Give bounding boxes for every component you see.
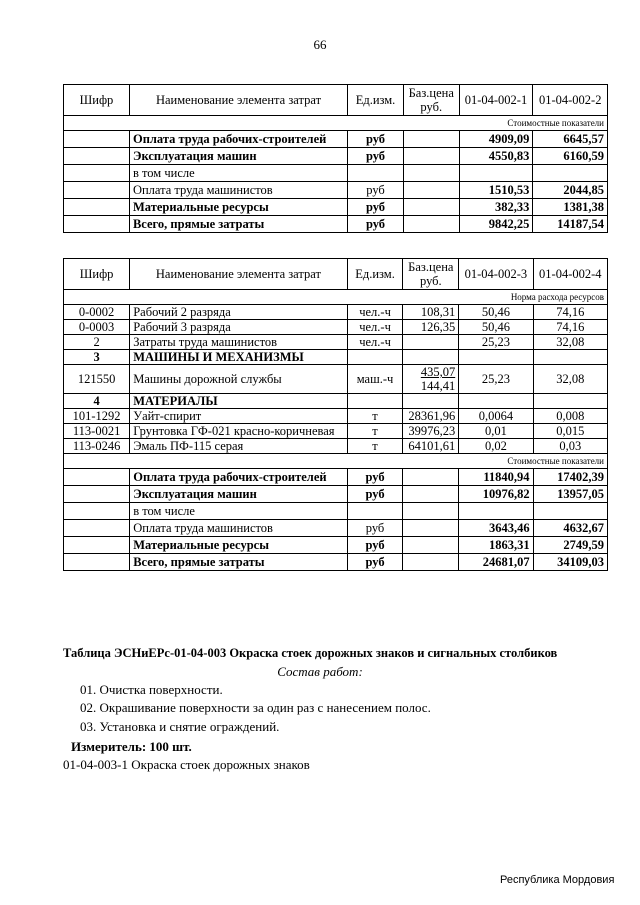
- cell-price: [403, 520, 459, 537]
- cell-name: Оплата труда рабочих-строителей: [130, 469, 347, 486]
- cell-value-1: 1510,53: [459, 182, 533, 199]
- cell-name: МАТЕРИАЛЫ: [130, 394, 347, 409]
- col-header-norm-2: 01-04-002-2: [533, 85, 608, 116]
- cell-value-2: 0,008: [533, 409, 607, 424]
- cost-row: [64, 469, 608, 486]
- norm-code-line: 01-04-003-1 Окраска стоек дорожных знаков: [63, 757, 310, 772]
- cell-value-2: 32,08: [533, 335, 607, 350]
- section-title: Таблица ЭСНиЕРс-01-04-003 Окраска стоек дорожных знаков и сигнальных столбиков: [63, 646, 558, 660]
- cell-name: Оплата труда рабочих-строителей: [129, 131, 347, 148]
- cell-unit: руб: [348, 131, 404, 148]
- cell-value-1: 24681,07: [459, 554, 533, 571]
- cell-value-2: 2044,85: [533, 182, 608, 199]
- section-label-row: [64, 116, 608, 131]
- work-item: 01. Очистка поверхности.: [80, 682, 223, 697]
- resource-row: [64, 320, 608, 335]
- cost-row: [64, 486, 608, 503]
- cell-code: [64, 216, 130, 233]
- cell-value-1: 50,46: [459, 305, 533, 320]
- costs-body: [64, 469, 608, 571]
- cell-value-2: 6160,59: [533, 148, 608, 165]
- cell-unit: руб: [348, 148, 404, 165]
- cell-value-2: 0,015: [533, 424, 607, 439]
- cell-code: 0-0002: [64, 305, 130, 320]
- work-item: 02. Окрашивание поверхности за один раз с нанесением полос.: [80, 700, 431, 715]
- col-header-name: Наименование элемента затрат: [129, 85, 347, 116]
- cell-value-1: 0,0064: [459, 409, 533, 424]
- cell-price: [403, 199, 459, 216]
- table-row: [64, 131, 608, 148]
- cell-unit: чел.-ч: [347, 320, 403, 335]
- cell-name: Всего, прямые затраты: [130, 554, 347, 571]
- cell-name: Оплата труда машинистов: [130, 520, 347, 537]
- col-header-norm-3: 01-04-002-3: [459, 259, 533, 290]
- cell-value-2: [533, 350, 607, 365]
- cell-value-2: 13957,05: [533, 486, 607, 503]
- cell-code: 113-0246: [64, 439, 130, 454]
- cell-value-1: 50,46: [459, 320, 533, 335]
- cell-name: Эмаль ПФ-115 серая: [130, 439, 347, 454]
- cell-value-1: [459, 503, 533, 520]
- cell-name: Материальные ресурсы: [129, 199, 347, 216]
- cell-code: [64, 182, 130, 199]
- cost-label-row: [64, 454, 608, 469]
- cell-value-2: 1381,38: [533, 199, 608, 216]
- cell-unit: чел.-ч: [347, 335, 403, 350]
- cell-price: [403, 335, 459, 350]
- cell-unit: т: [347, 409, 403, 424]
- cell-code: [64, 165, 130, 182]
- cell-price: [403, 148, 459, 165]
- price-main: 435,07: [420, 365, 456, 379]
- footer-region: Республика Мордовия: [500, 874, 615, 886]
- cell-code: 101-1292: [64, 409, 130, 424]
- cell-code: 4: [64, 394, 130, 409]
- cell-code: [64, 199, 130, 216]
- col-header-code: Шифр: [64, 259, 130, 290]
- cell-price: [403, 469, 459, 486]
- cell-unit: руб: [347, 554, 403, 571]
- col-header-norm-4: 01-04-002-4: [533, 259, 607, 290]
- cell-code: [64, 503, 130, 520]
- cost-table-002-1-2: [63, 84, 608, 233]
- cell-name: в том числе: [130, 503, 347, 520]
- cell-unit: т: [347, 439, 403, 454]
- table-row: [64, 182, 608, 199]
- resource-row: [64, 409, 608, 424]
- cost-row: [64, 554, 608, 571]
- col-header-price: Баз.цена руб.: [403, 85, 459, 116]
- norm-section-label: Норма расхода ресурсов: [64, 290, 608, 305]
- resource-row: [64, 350, 608, 365]
- cell-price: [403, 365, 459, 394]
- cell-value-1: [459, 394, 533, 409]
- cell-price: [403, 554, 459, 571]
- cell-value-1: 4550,83: [459, 148, 533, 165]
- cell-name: Затраты труда машинистов: [130, 335, 347, 350]
- cell-value-2: [533, 165, 608, 182]
- cell-value-1: 382,33: [459, 199, 533, 216]
- cell-price: 126,35: [403, 320, 459, 335]
- cell-unit: чел.-ч: [347, 305, 403, 320]
- resource-row: [64, 335, 608, 350]
- table-row: [64, 165, 608, 182]
- cell-code: [64, 148, 130, 165]
- cell-value-1: 4909,09: [459, 131, 533, 148]
- table-row: [64, 216, 608, 233]
- cell-unit: руб: [348, 182, 404, 199]
- cell-price: 39976,23: [403, 424, 459, 439]
- section-label: Стоимостные показатели: [64, 116, 608, 131]
- cell-price: 108,31: [403, 305, 459, 320]
- cell-unit: руб: [347, 520, 403, 537]
- page-number: 66: [313, 37, 327, 52]
- col-header-norm-1: 01-04-002-1: [459, 85, 533, 116]
- resources-body: [64, 305, 608, 454]
- cell-value-2: 6645,57: [533, 131, 608, 148]
- cell-name: Рабочий 2 разряда: [130, 305, 347, 320]
- resource-row: [64, 439, 608, 454]
- price-secondary: 144,41: [420, 379, 456, 393]
- table-header-row: [64, 85, 608, 116]
- cell-price: [403, 486, 459, 503]
- cell-name: МАШИНЫ И МЕХАНИЗМЫ: [130, 350, 347, 365]
- cell-value-2: 17402,39: [533, 469, 607, 486]
- table-row: [64, 199, 608, 216]
- col-header-code: Шифр: [64, 85, 130, 116]
- col-header-name: Наименование элемента затрат: [130, 259, 347, 290]
- cell-code: 113-0021: [64, 424, 130, 439]
- cell-code: [64, 131, 130, 148]
- cell-value-2: 74,16: [533, 305, 607, 320]
- col-header-unit: Ед.изм.: [347, 259, 403, 290]
- cell-code: [64, 486, 130, 503]
- cell-value-2: 4632,67: [533, 520, 607, 537]
- cell-name: Всего, прямые затраты: [129, 216, 347, 233]
- cell-name: Оплата труда машинистов: [129, 182, 347, 199]
- cell-value-1: [459, 350, 533, 365]
- cell-price: [403, 131, 459, 148]
- cell-unit: руб: [348, 199, 404, 216]
- cell-code: 2: [64, 335, 130, 350]
- cell-price: [403, 537, 459, 554]
- norm-label-row: [64, 290, 608, 305]
- cell-unit: руб: [347, 537, 403, 554]
- cell-value-1: 1863,31: [459, 537, 533, 554]
- table-body: [64, 131, 608, 233]
- resource-row: [64, 305, 608, 320]
- col-header-price: Баз.цена руб.: [403, 259, 459, 290]
- cell-price: [403, 182, 459, 199]
- cell-name: Машины дорожной службы: [130, 365, 347, 394]
- cell-price: [403, 350, 459, 365]
- cell-price: [403, 216, 459, 233]
- cell-value-2: [533, 394, 607, 409]
- cell-code: [64, 469, 130, 486]
- section-subtitle: Состав работ:: [277, 664, 363, 679]
- cost-row: [64, 537, 608, 554]
- cell-code: 3: [64, 350, 130, 365]
- cell-value-1: 9842,25: [459, 216, 533, 233]
- cell-price: [403, 394, 459, 409]
- cell-value-1: 25,23: [459, 335, 533, 350]
- cell-code: 0-0003: [64, 320, 130, 335]
- cell-name: Эксплуатация машин: [129, 148, 347, 165]
- cell-value-2: 74,16: [533, 320, 607, 335]
- cell-value-1: 10976,82: [459, 486, 533, 503]
- cell-value-1: [459, 165, 533, 182]
- cell-code: 121550: [64, 365, 130, 394]
- cell-value-2: 2749,59: [533, 537, 607, 554]
- cost-section-label: Стоимостные показатели: [64, 454, 608, 469]
- cell-price: [403, 503, 459, 520]
- resource-row: [64, 365, 608, 394]
- cell-value-1: 25,23: [459, 365, 533, 394]
- cell-unit: [347, 350, 403, 365]
- cell-value-1: 3643,46: [459, 520, 533, 537]
- resource-row: [64, 424, 608, 439]
- cell-price: 28361,96: [403, 409, 459, 424]
- col-header-unit: Ед.изм.: [348, 85, 404, 116]
- cost-row: [64, 520, 608, 537]
- cell-value-2: 14187,54: [533, 216, 608, 233]
- cell-unit: [347, 394, 403, 409]
- cell-price: 64101,61: [403, 439, 459, 454]
- table-row: [64, 148, 608, 165]
- cell-unit: [347, 503, 403, 520]
- cell-unit: руб: [347, 486, 403, 503]
- cell-name: Эксплуатация машин: [130, 486, 347, 503]
- cell-price: [403, 165, 459, 182]
- cell-name: Рабочий 3 разряда: [130, 320, 347, 335]
- resource-row: [64, 394, 608, 409]
- cell-name: Грунтовка ГФ-021 красно-коричневая: [130, 424, 347, 439]
- cell-unit: маш.-ч: [347, 365, 403, 394]
- cell-value-2: 32,08: [533, 365, 607, 394]
- cell-value-2: [533, 503, 607, 520]
- cell-code: [64, 554, 130, 571]
- cell-value-2: 0,03: [533, 439, 607, 454]
- cell-value-1: 11840,94: [459, 469, 533, 486]
- meter-label: Измеритель: 100 шт.: [71, 739, 192, 754]
- cell-code: [64, 520, 130, 537]
- cell-name: в том числе: [129, 165, 347, 182]
- cell-unit: руб: [348, 216, 404, 233]
- cost-table-002-3-4: [63, 258, 608, 571]
- cell-name: Материальные ресурсы: [130, 537, 347, 554]
- cell-unit: руб: [347, 469, 403, 486]
- cell-value-1: 0,02: [459, 439, 533, 454]
- cell-unit: [348, 165, 404, 182]
- cell-code: [64, 537, 130, 554]
- table-header-row: [64, 259, 608, 290]
- cost-row: [64, 503, 608, 520]
- cell-value-1: 0,01: [459, 424, 533, 439]
- cell-unit: т: [347, 424, 403, 439]
- cell-value-2: 34109,03: [533, 554, 607, 571]
- cell-name: Уайт-спирит: [130, 409, 347, 424]
- work-item: 03. Установка и снятие ограждений.: [80, 719, 280, 734]
